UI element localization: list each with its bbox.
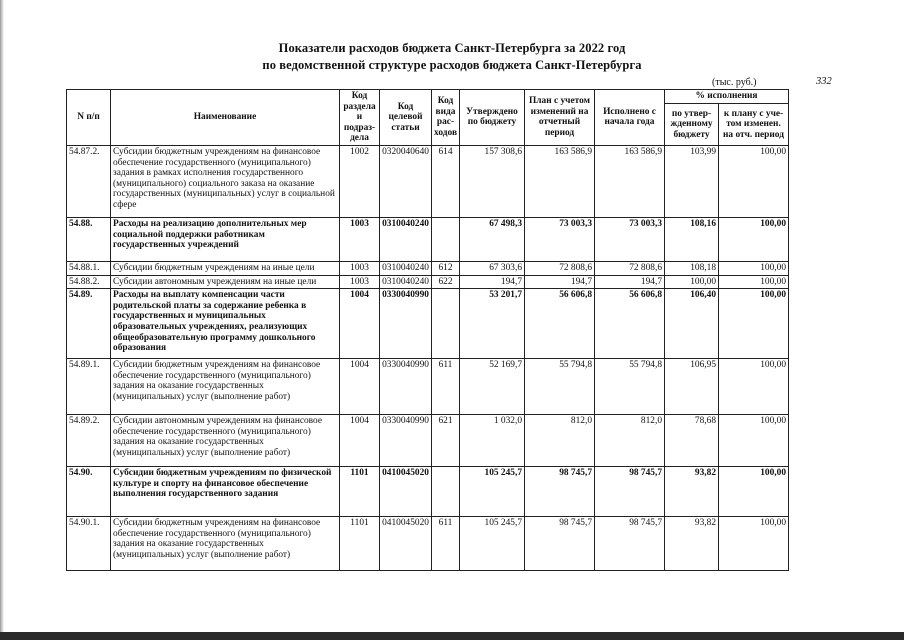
row-plan: 194,7 bbox=[525, 275, 595, 289]
row-percent-approved: 103,99 bbox=[665, 145, 719, 217]
row-target-code: 0310040240 bbox=[380, 275, 432, 289]
row-percent-plan: 100,00 bbox=[719, 261, 789, 275]
row-percent-approved: 108,16 bbox=[665, 217, 719, 261]
row-approved: 67 303,6 bbox=[460, 261, 525, 275]
row-approved: 53 201,7 bbox=[460, 289, 525, 359]
row-percent-approved: 106,95 bbox=[665, 359, 719, 415]
scan-left-edge bbox=[0, 0, 4, 640]
header-section-code: Код раздела и подраз-дела bbox=[340, 90, 380, 146]
row-executed: 72 808,6 bbox=[595, 261, 665, 275]
row-percent-plan: 100,00 bbox=[719, 517, 789, 571]
table-row bbox=[67, 415, 789, 467]
row-target-code: 0310040240 bbox=[380, 261, 432, 275]
row-number: 54.88.1. bbox=[67, 261, 111, 275]
row-percent-plan: 100,00 bbox=[719, 145, 789, 217]
row-plan: 73 003,3 bbox=[525, 217, 595, 261]
row-approved: 105 245,7 bbox=[460, 517, 525, 571]
row-section-code: 1003 bbox=[340, 217, 380, 261]
row-section-code: 1004 bbox=[340, 415, 380, 467]
header-approved: Утверждено по бюджету bbox=[460, 90, 525, 146]
row-type-code: 614 bbox=[432, 145, 460, 217]
header-type-code: Код вида рас-ходов bbox=[432, 90, 460, 146]
row-type-code bbox=[432, 217, 460, 261]
row-executed: 812,0 bbox=[595, 415, 665, 467]
row-percent-approved: 100,00 bbox=[665, 275, 719, 289]
row-approved: 1 032,0 bbox=[460, 415, 525, 467]
header-percent-group: % исполнения bbox=[665, 90, 789, 104]
header-percent-plan: к плану с уче-том изменен. на отч. период bbox=[719, 104, 789, 146]
row-section-code: 1002 bbox=[340, 145, 380, 217]
row-number: 54.88.2. bbox=[67, 275, 111, 289]
row-type-code bbox=[432, 467, 460, 517]
row-section-code: 1004 bbox=[340, 289, 380, 359]
row-percent-approved: 78,68 bbox=[665, 415, 719, 467]
row-section-code: 1101 bbox=[340, 517, 380, 571]
row-executed: 55 794,8 bbox=[595, 359, 665, 415]
row-number: 54.90. bbox=[67, 467, 111, 517]
row-name: Субсидии бюджетным учреждениям на финансовое обеспечение государственного (муниципального) задания в рамках исполнения государственного (муниципального) социального заказа на оказание государственных (муниципальных) услуг в социальной сфере bbox=[111, 145, 340, 217]
row-percent-approved: 106,40 bbox=[665, 289, 719, 359]
row-percent-plan: 100,00 bbox=[719, 467, 789, 517]
table-row bbox=[67, 467, 789, 517]
row-number: 54.88. bbox=[67, 217, 111, 261]
table-row bbox=[67, 517, 789, 571]
row-executed: 163 586,9 bbox=[595, 145, 665, 217]
row-executed: 194,7 bbox=[595, 275, 665, 289]
row-percent-plan: 100,00 bbox=[719, 359, 789, 415]
table-row bbox=[67, 217, 789, 261]
budget-table bbox=[66, 89, 789, 571]
row-plan: 55 794,8 bbox=[525, 359, 595, 415]
row-approved: 67 498,3 bbox=[460, 217, 525, 261]
row-plan: 56 606,8 bbox=[525, 289, 595, 359]
row-plan: 72 808,6 bbox=[525, 261, 595, 275]
table-row bbox=[67, 145, 789, 217]
row-name: Субсидии бюджетным учреждениям на финансовое обеспечение государственного (муниципального) задания на оказание государственных (муниципальных) услуг (выполнение работ) bbox=[111, 517, 340, 571]
row-target-code: 0330040990 bbox=[380, 359, 432, 415]
row-percent-approved: 108,18 bbox=[665, 261, 719, 275]
row-name: Субсидии автономным учреждениям на финансовое обеспечение государственного (муниципального) задания на оказание государственных (муниципальных) услуг (выполнение работ) bbox=[111, 415, 340, 467]
header-name: Наименование bbox=[111, 90, 340, 146]
header-plan: План с учетом изменений на отчетный период bbox=[525, 90, 595, 146]
row-target-code: 0410045020 bbox=[380, 467, 432, 517]
row-executed: 73 003,3 bbox=[595, 217, 665, 261]
page-number: 332 bbox=[816, 76, 832, 87]
row-number: 54.89.2. bbox=[67, 415, 111, 467]
row-section-code: 1003 bbox=[340, 275, 380, 289]
row-section-code: 1101 bbox=[340, 467, 380, 517]
row-percent-plan: 100,00 bbox=[719, 289, 789, 359]
row-target-code: 0330040990 bbox=[380, 289, 432, 359]
row-target-code: 0410045020 bbox=[380, 517, 432, 571]
row-section-code: 1004 bbox=[340, 359, 380, 415]
row-percent-approved: 93,82 bbox=[665, 517, 719, 571]
row-percent-plan: 100,00 bbox=[719, 415, 789, 467]
row-percent-approved: 93,82 bbox=[665, 467, 719, 517]
row-name: Расходы на выплату компенсации части родительской платы за содержание ребенка в государственных и муниципальных образовательных учреждениях, реализующих общеобразовательную программу дошкольного образования bbox=[111, 289, 340, 359]
row-plan: 98 745,7 bbox=[525, 517, 595, 571]
row-percent-plan: 100,00 bbox=[719, 275, 789, 289]
row-type-code: 611 bbox=[432, 359, 460, 415]
row-approved: 52 169,7 bbox=[460, 359, 525, 415]
header-n: N п/п bbox=[67, 90, 111, 146]
header-target-code: Код целевой статьи bbox=[380, 90, 432, 146]
row-type-code: 612 bbox=[432, 261, 460, 275]
row-executed: 98 745,7 bbox=[595, 467, 665, 517]
table-body bbox=[67, 145, 789, 570]
row-number: 54.89.1. bbox=[67, 359, 111, 415]
row-percent-plan: 100,00 bbox=[719, 217, 789, 261]
row-type-code: 611 bbox=[432, 517, 460, 571]
row-name: Расходы на реализацию дополнительных мер социальной поддержки работникам государственных учреждений bbox=[111, 217, 340, 261]
table-row bbox=[67, 289, 789, 359]
header-percent-approved: по утвер-жденному бюджету bbox=[665, 104, 719, 146]
header-executed: Исполнено с начала года bbox=[595, 90, 665, 146]
row-approved: 157 308,6 bbox=[460, 145, 525, 217]
row-approved: 194,7 bbox=[460, 275, 525, 289]
row-name: Субсидии автономным учреждениям на иные цели bbox=[111, 275, 340, 289]
table-row bbox=[67, 359, 789, 415]
row-executed: 98 745,7 bbox=[595, 517, 665, 571]
row-plan: 163 586,9 bbox=[525, 145, 595, 217]
table-row bbox=[67, 261, 789, 275]
row-executed: 56 606,8 bbox=[595, 289, 665, 359]
row-section-code: 1003 bbox=[340, 261, 380, 275]
row-type-code: 621 bbox=[432, 415, 460, 467]
row-name: Субсидии бюджетным учреждениям по физической культуре и спорту на финансовое обеспечение выполнения государственного задания bbox=[111, 467, 340, 517]
row-plan: 98 745,7 bbox=[525, 467, 595, 517]
table-row bbox=[67, 275, 789, 289]
row-target-code: 0320040640 bbox=[380, 145, 432, 217]
row-name: Субсидии бюджетным учреждениям на финансовое обеспечение государственного (муниципального) задания на оказание государственных (муниципальных) услуг (выполнение работ) bbox=[111, 359, 340, 415]
units-label: (тыс. руб.) bbox=[712, 77, 757, 88]
scan-bottom-edge bbox=[0, 632, 904, 640]
row-type-code: 622 bbox=[432, 275, 460, 289]
document-subtitle: по ведомственной структуре расходов бюджета Санкт-Петербурга bbox=[262, 58, 642, 72]
row-number: 54.87.2. bbox=[67, 145, 111, 217]
document-title: Показатели расходов бюджета Санкт-Петербурга за 2022 год bbox=[278, 41, 626, 55]
row-number: 54.89. bbox=[67, 289, 111, 359]
row-target-code: 0310040240 bbox=[380, 217, 432, 261]
row-type-code bbox=[432, 289, 460, 359]
row-target-code: 0330040990 bbox=[380, 415, 432, 467]
row-plan: 812,0 bbox=[525, 415, 595, 467]
row-number: 54.90.1. bbox=[67, 517, 111, 571]
row-name: Субсидии бюджетным учреждениям на иные цели bbox=[111, 261, 340, 275]
row-approved: 105 245,7 bbox=[460, 467, 525, 517]
